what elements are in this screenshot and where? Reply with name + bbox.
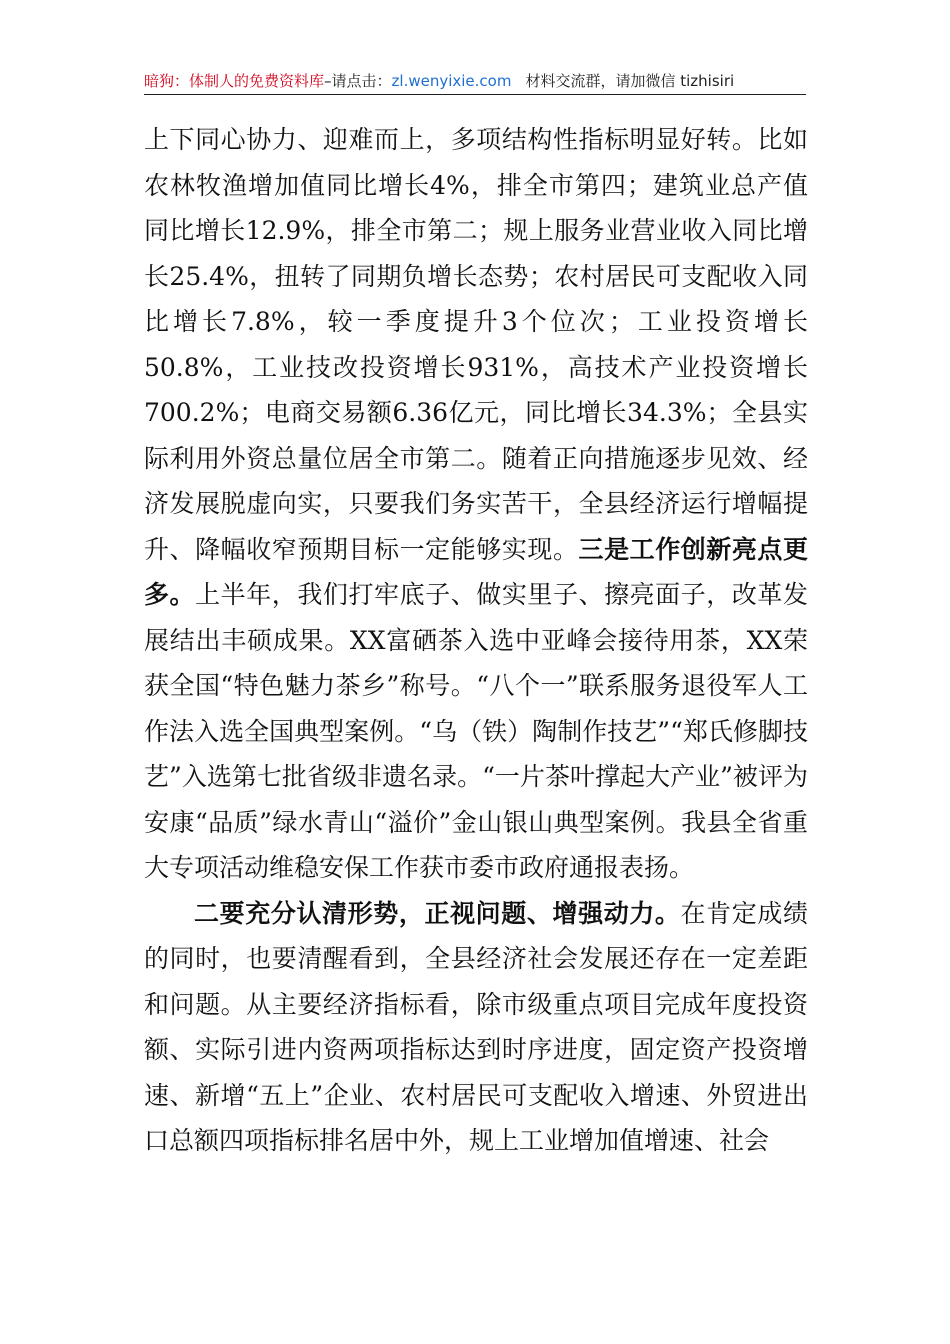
paragraph-1-body: 上下同心协力、迎难而上，多项结构性指标明显好转。比如农林牧渔增加值同比增长4%，排全市第四；建筑业总产值同比增长12.9%，排全市第二；规上服务业营业收入同比增长25.4%，扭转了同期负增长态势；农村居民可支配收入同比增长7.8%，较一季度提升3个位次；工业投资增长50.8%，工业技改投资增长931%，高技术产业投资增长700.2%；电商交易额6.36亿元，同比增长34.3%；全县实际利用外资总量位居全市第二。随着正向措施逐步见效、经济发展脱虚向实，只要我们务实苦干，全县经济运行增幅提升、降幅收窄预期目标一定能够实现。 xyxy=(144,125,808,564)
header-click-prompt: –请点击： xyxy=(324,72,392,90)
paragraph-1-tail: 上半年，我们打牢底子、做实里子、擦亮面子，改革发展结出丰硕成果。XX富硒茶入选中亚峰会接待用茶，XX荣获全国“特色魅力茶乡”称号。“八个一”联系服务退役军人工作法入选全国典型案例。“乌（铁）陶制作技艺”“郑氏修脚技艺”入选第七批省级非遗名录。“一片茶叶撑起大产业”被评为安康“品质”绿水青山“溢价”金山银山典型案例。我县全省重大专项活动维稳安保工作获市委市政府通报表扬。 xyxy=(144,580,808,882)
paragraph-1 xyxy=(144,117,808,891)
header-wechat-note: 材料交流群，请加微信 tizhisiri xyxy=(525,72,735,90)
page-header xyxy=(144,70,806,95)
paragraph-1-emphasis: 三是工作创新亮点更多。 xyxy=(144,534,808,609)
paragraph-2-body: 在肯定成绩的同时，也要清醒看到，全县经济社会发展还存在一定差距和问题。从主要经济指标看，除市级重点项目完成年度投资额、实际引进内资两项指标达到时序进度，固定资产投资增速、新增“五上”企业、农村居民可支配收入增速、外贸进出口总额四项指标排名居中外，规上工业增加值增速、社会 xyxy=(144,898,808,1155)
header-brand: 暗狗：体制人的免费资料库 xyxy=(144,72,325,90)
paragraph-2 xyxy=(144,891,808,1164)
header-url-link[interactable]: zl.wenyixie.com xyxy=(391,72,512,90)
paragraph-2-heading: 二要充分认清形势，正视问题、增强动力。 xyxy=(194,898,681,928)
document-body xyxy=(144,117,808,1164)
